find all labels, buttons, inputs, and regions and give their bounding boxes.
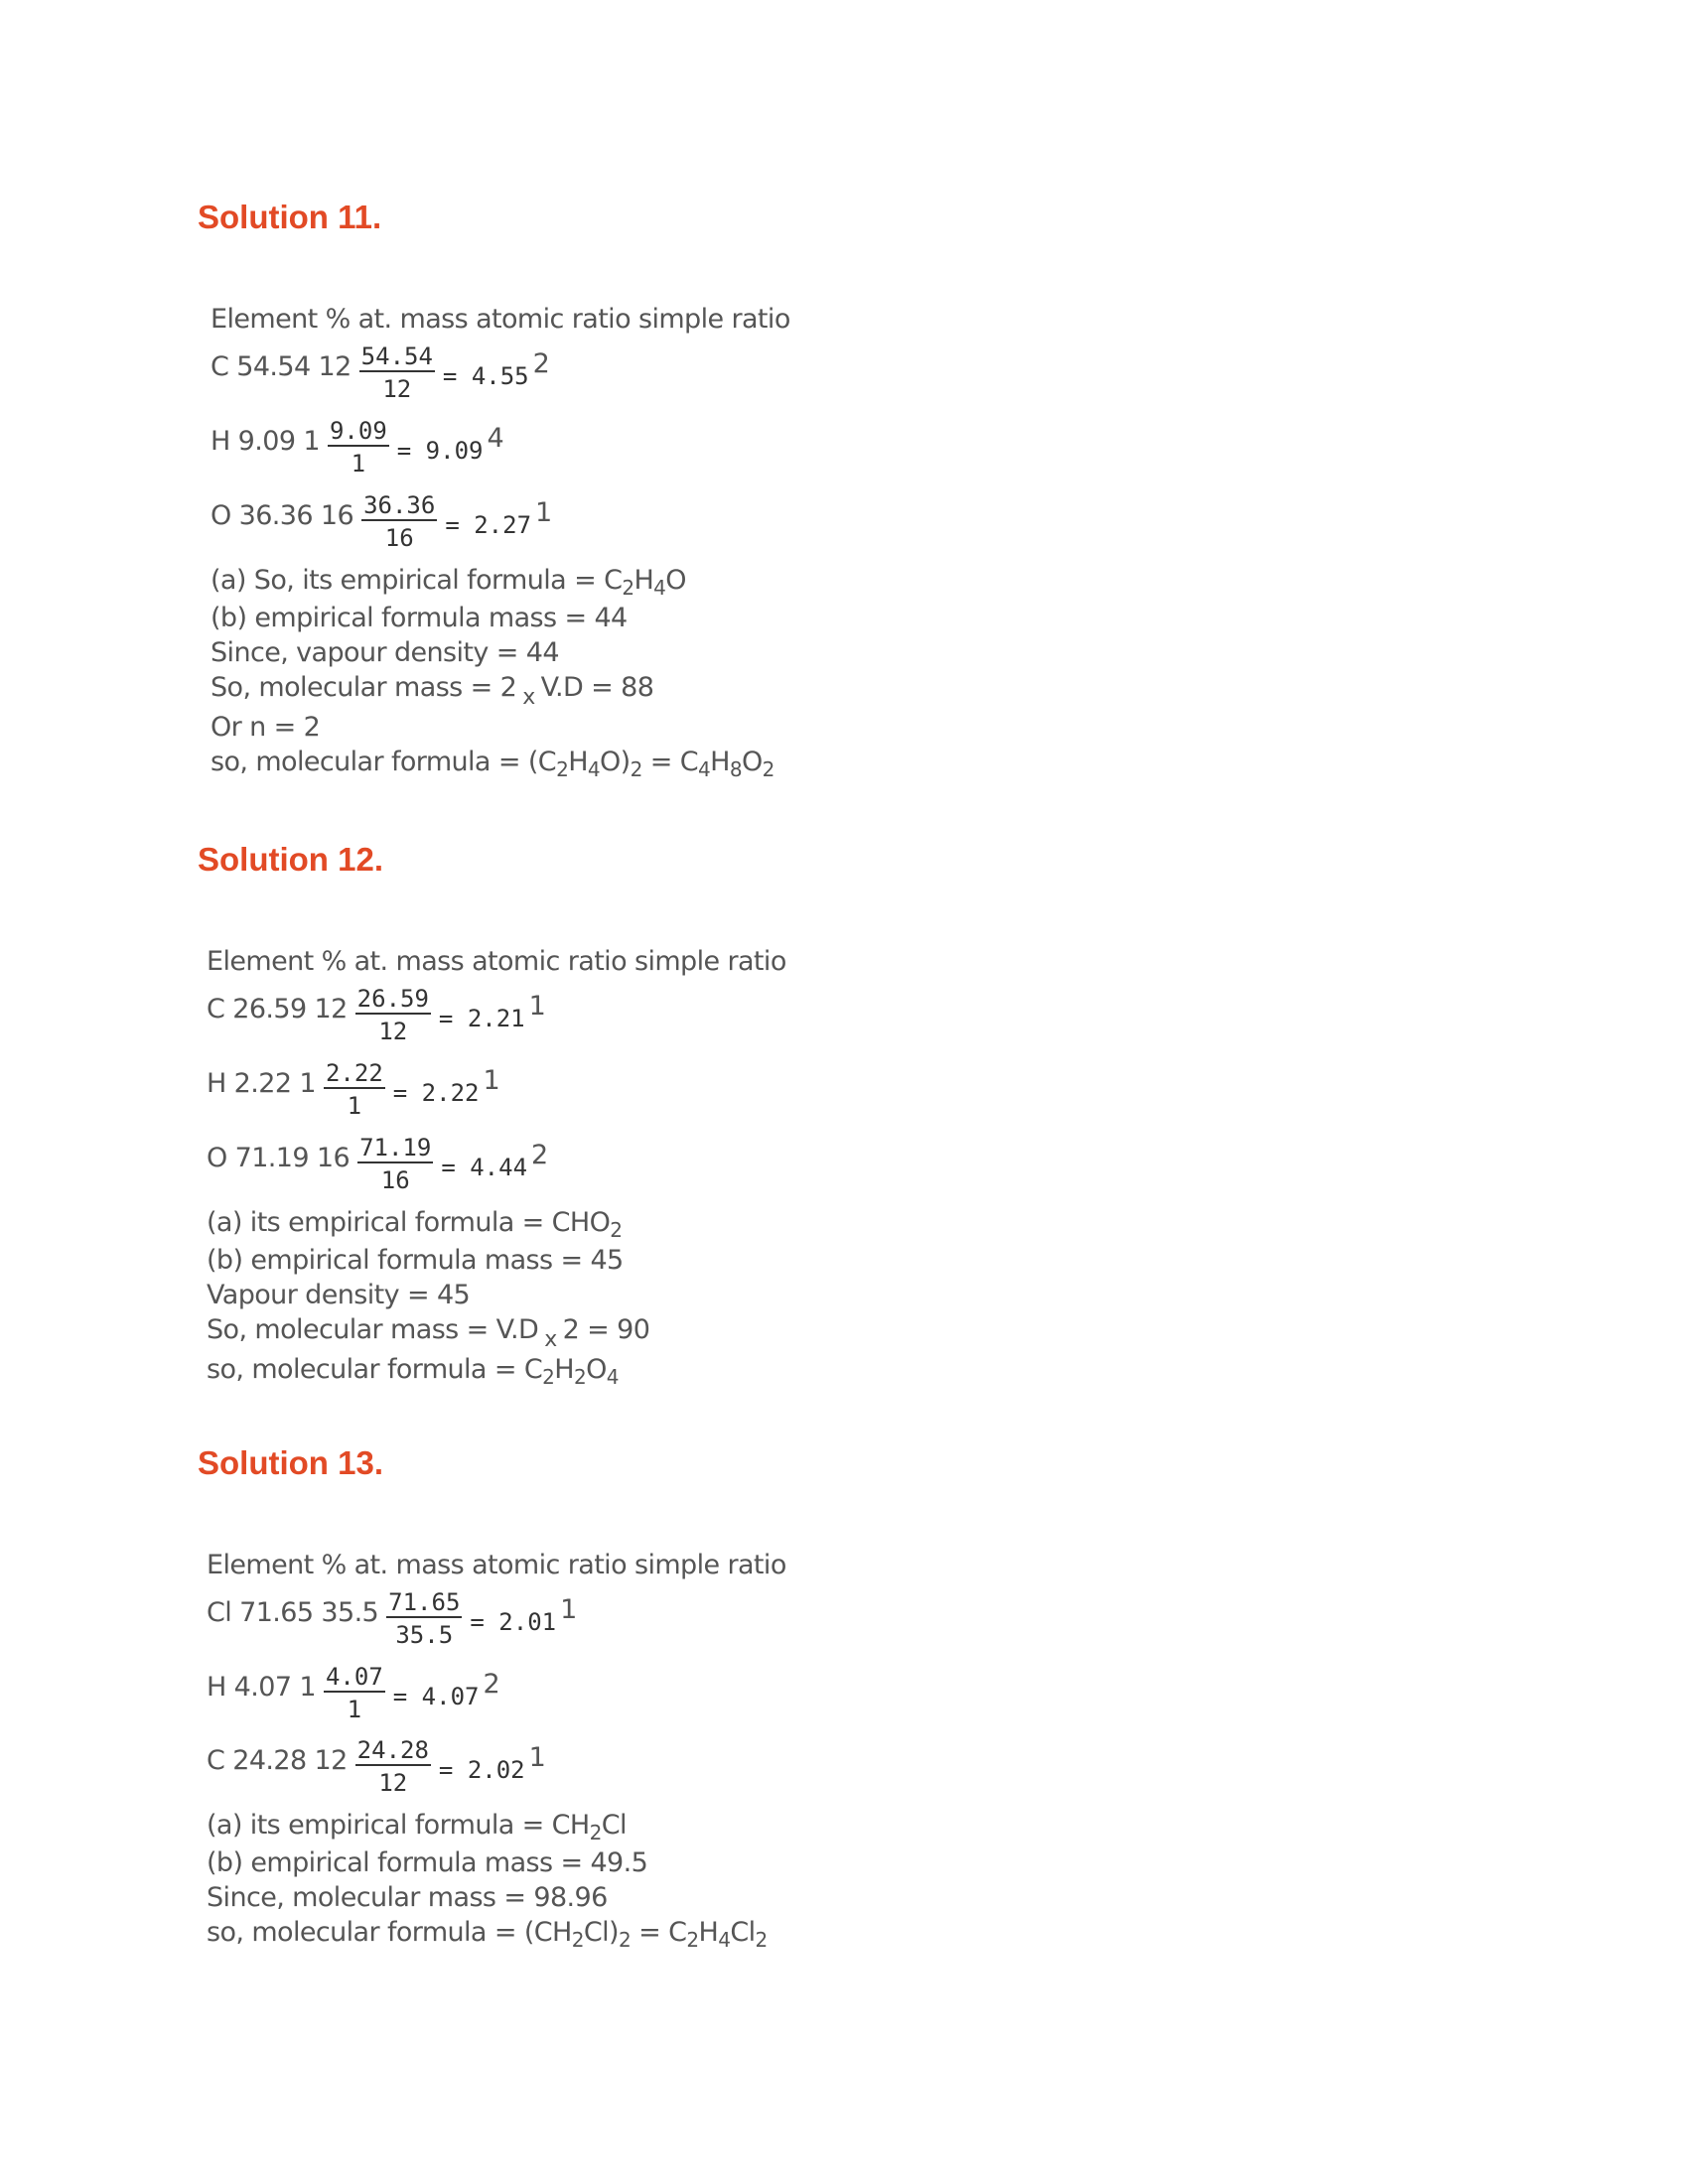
s13-table-header: Element % at. mass atomic ratio simple ratio xyxy=(207,1550,786,1580)
denominator: 16 xyxy=(380,1166,410,1194)
simple-ratio: 1 xyxy=(528,991,546,1022)
row-label: C 54.54 12 xyxy=(211,351,352,382)
atomic-ratio: = 2.02 xyxy=(438,1756,525,1784)
simple-ratio: 2 xyxy=(531,1140,549,1170)
s12-row-c xyxy=(207,985,546,1046)
simple-ratio: 1 xyxy=(483,1065,500,1096)
s11-molecular-formula: so, molecular formula = $(C_2H_4O)_2 = C_4H_8O_2$ xyxy=(211,747,774,781)
s11-row-c xyxy=(211,342,550,404)
fraction xyxy=(324,1663,385,1724)
s12-empirical-mass: (b) empirical formula mass = 45 xyxy=(207,1245,624,1276)
s13-molecular-formula: so, molecular formula = $(CH_2Cl)_2 = C_2H_4Cl_2$ xyxy=(207,1917,768,1952)
s12-molecular-mass: So, molecular mass = V.D $_x$ 2 = 90 xyxy=(207,1314,650,1352)
simple-ratio: 2 xyxy=(483,1669,500,1700)
solution-12-heading: Solution 12. xyxy=(198,841,384,878)
numerator: 26.59 xyxy=(356,985,429,1013)
row-label: H 2.22 1 xyxy=(207,1068,316,1099)
atomic-ratio: = 4.07 xyxy=(392,1683,480,1710)
simple-ratio: 1 xyxy=(528,1742,546,1773)
fraction xyxy=(357,1134,433,1195)
simple-ratio: 1 xyxy=(560,1594,578,1625)
fraction xyxy=(355,985,431,1046)
s11-empirical-mass: (b) empirical formula mass = 44 xyxy=(211,603,628,633)
denominator: 1 xyxy=(347,1092,362,1120)
row-label: H 9.09 1 xyxy=(211,426,320,457)
s11-n-value: Or n = 2 xyxy=(211,712,321,743)
row-label: O 36.36 16 xyxy=(211,500,354,531)
numerator: 71.19 xyxy=(359,1134,432,1161)
row-label: C 26.59 12 xyxy=(207,994,348,1024)
denominator: 1 xyxy=(347,1696,362,1723)
atomic-ratio: = 2.21 xyxy=(438,1005,525,1032)
simple-ratio: 2 xyxy=(532,348,550,379)
s12-table-header: Element % at. mass atomic ratio simple ratio xyxy=(207,946,786,977)
s11-row-h xyxy=(211,417,504,478)
s13-row-cl xyxy=(207,1588,577,1650)
s13-empirical-mass: (b) empirical formula mass = 49.5 xyxy=(207,1847,648,1878)
s11-empirical-formula: (a) So, its empirical formula = $C_2H_4O$ xyxy=(211,565,686,600)
denominator: 1 xyxy=(351,450,366,478)
s11-vapour-density: Since, vapour density = 44 xyxy=(211,637,559,668)
solution-13-heading: Solution 13. xyxy=(198,1444,384,1481)
fraction xyxy=(324,1059,385,1121)
simple-ratio: 1 xyxy=(535,497,553,528)
s12-molecular-formula: so, molecular formula = $C_2H_2O_4$ xyxy=(207,1354,619,1389)
denominator: 16 xyxy=(384,524,414,552)
denominator: 35.5 xyxy=(395,1621,454,1649)
s11-row-o xyxy=(211,491,552,553)
s12-row-o xyxy=(207,1134,548,1195)
numerator: 54.54 xyxy=(360,342,433,370)
numerator: 2.22 xyxy=(325,1059,383,1087)
numerator: 36.36 xyxy=(363,491,436,519)
s12-empirical-formula: (a) its empirical formula = $CHO_2$ xyxy=(207,1207,623,1242)
s11-molecular-mass: So, molecular mass = 2 $_x$ V.D = 88 xyxy=(211,672,654,710)
atomic-ratio: = 9.09 xyxy=(396,437,484,465)
denominator: 12 xyxy=(378,1018,408,1045)
atomic-ratio: = 4.55 xyxy=(442,362,529,390)
fraction xyxy=(359,342,435,404)
row-label: Cl 71.65 35.5 xyxy=(207,1597,379,1628)
fraction xyxy=(355,1736,431,1798)
numerator: 71.65 xyxy=(388,1588,461,1616)
s12-vapour-density: Vapour density = 45 xyxy=(207,1280,471,1310)
s13-molecular-mass: Since, molecular mass = 98.96 xyxy=(207,1882,608,1913)
numerator: 24.28 xyxy=(356,1736,429,1764)
s13-empirical-formula: (a) its empirical formula = $CH_2Cl$ xyxy=(207,1810,627,1844)
s11-table-header: Element % at. mass atomic ratio simple ratio xyxy=(211,304,790,335)
atomic-ratio: = 4.44 xyxy=(441,1154,528,1181)
atomic-ratio: = 2.01 xyxy=(470,1608,557,1636)
solution-11-heading: Solution 11. xyxy=(198,199,382,235)
atomic-ratio: = 2.27 xyxy=(445,511,532,539)
simple-ratio: 4 xyxy=(487,423,504,454)
fraction xyxy=(386,1588,462,1650)
denominator: 12 xyxy=(382,375,412,403)
s13-row-h xyxy=(207,1663,500,1724)
fraction xyxy=(328,417,389,478)
atomic-ratio: = 2.22 xyxy=(392,1079,480,1107)
numerator: 9.09 xyxy=(329,417,387,445)
row-label: H 4.07 1 xyxy=(207,1672,316,1703)
row-label: O 71.19 16 xyxy=(207,1143,351,1173)
denominator: 12 xyxy=(378,1769,408,1797)
s12-row-h xyxy=(207,1059,500,1121)
s13-row-c xyxy=(207,1736,546,1798)
numerator: 4.07 xyxy=(325,1663,383,1691)
fraction xyxy=(361,491,437,553)
row-label: C 24.28 12 xyxy=(207,1745,348,1776)
